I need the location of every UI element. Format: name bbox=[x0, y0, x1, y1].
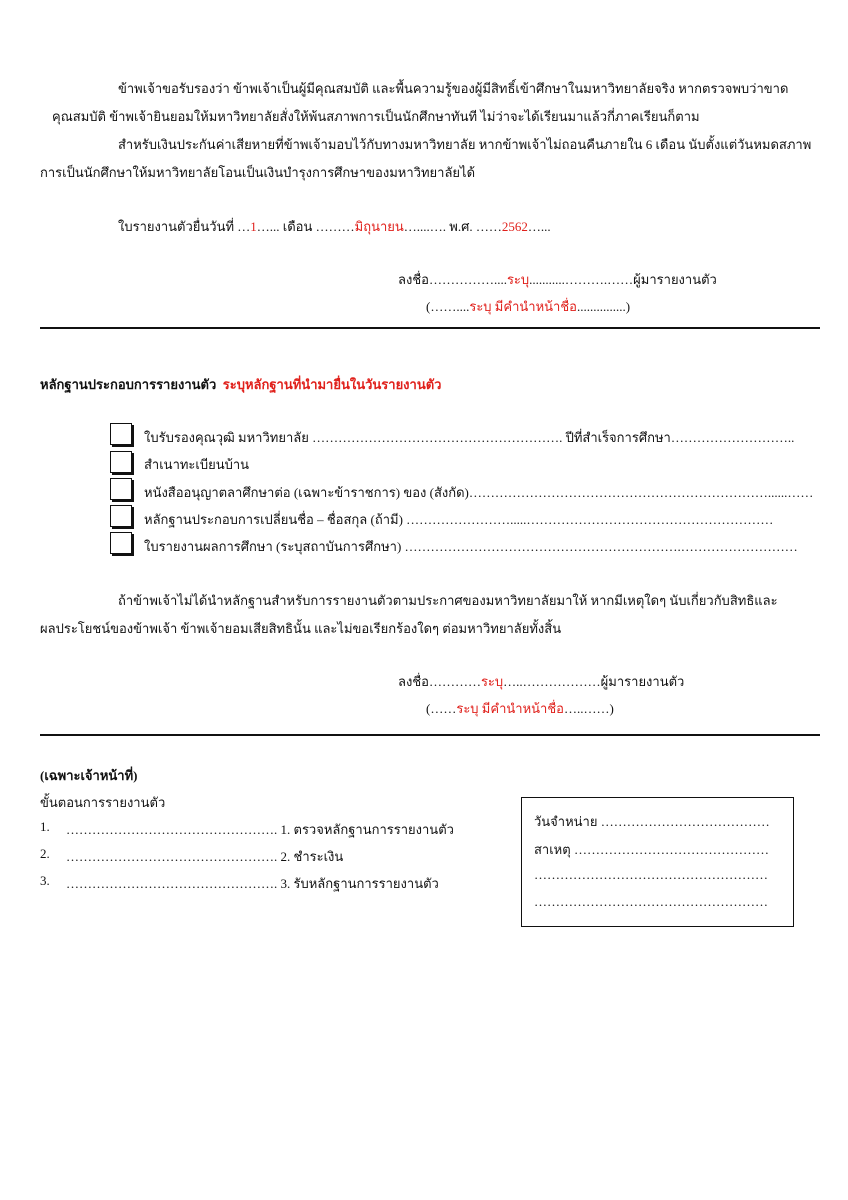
box-line-3: ……………………………………………… bbox=[534, 867, 768, 882]
waiver-line-2: ผลประโยชน์ของข้าพเจ้า ข้าพเจ้ายอมเสียสิทธินั้น และไม่ขอเรียกร้องใดๆ ต่อมหาวิทยาลัยทั้งสิ้น bbox=[40, 621, 562, 636]
checkbox-transcript[interactable] bbox=[110, 532, 132, 554]
signature-1-paren-close: ...............) bbox=[576, 299, 631, 314]
signature-1-name[interactable]: ระบุ bbox=[506, 272, 530, 287]
signature-1-paren-open: (…….... bbox=[426, 299, 470, 314]
step-1-text: …………………………………………. 1. ตรวจหลักฐานการรายงานตัว bbox=[66, 822, 454, 837]
signature-2-line bbox=[398, 671, 684, 692]
checkbox-degree-certificate[interactable] bbox=[110, 423, 132, 445]
waiver-line-1: ถ้าข้าพเจ้าไม่ได้นำหลักฐานสำหรับการรายงานตัวตามประกาศของมหาวิทยาลัยมาให้ หากมีเหตุใดๆ นับเกี่ยวกับสิทธิและ bbox=[118, 593, 778, 608]
step-2-text: …………………………………………. 2. ชำระเงิน bbox=[66, 849, 344, 864]
evidence-heading: หลักฐานประกอบการรายงานตัว bbox=[40, 377, 217, 392]
date-mid-2: …....…. พ.ศ. …… bbox=[403, 219, 502, 234]
evidence-item-name-change: หลักฐานประกอบการเปลี่ยนชื่อ – ชื่อสกุล (ถ้ามี) …………………….....………………………………………………… bbox=[144, 512, 774, 527]
certification-line-3: สำหรับเงินประกันค่าเสียหายที่ข้าพเจ้ามอบไว้กับทางมหาวิทยาลัย หากข้าพเจ้าไม่ถอนคืนภายใน 6 เดือน นับตั้งแต่วันหมดสภาพ bbox=[118, 137, 812, 152]
step-2-number: 2. bbox=[40, 846, 50, 861]
signature-2-paren-close: …..……) bbox=[563, 701, 614, 716]
checkbox-study-leave[interactable] bbox=[110, 478, 132, 500]
date-mid-1: …... เดือน ……… bbox=[256, 219, 355, 234]
date-prefix: ใบรายงานตัวยื่นวันที่ … bbox=[118, 219, 251, 234]
signature-2-title[interactable]: ระบุ มีคำนำหน้าชื่อ bbox=[456, 701, 564, 716]
signature-1-line bbox=[398, 269, 717, 290]
signature-2-fullname bbox=[426, 698, 614, 719]
officer-heading: (เฉพาะเจ้าหน้าที่) bbox=[40, 768, 138, 783]
divider-1 bbox=[40, 327, 820, 329]
signature-2-paren-open: (…… bbox=[426, 701, 457, 716]
evidence-item-study-leave: หนังสืออนุญาตลาศึกษาต่อ (เฉพาะข้าราชการ) ของ (สังกัด)……………………………………………………………......…… bbox=[144, 485, 814, 500]
certification-line-2: คุณสมบัติ ข้าพเจ้ายินยอมให้มหาวิทยาลัยสั่งให้พ้นสภาพการเป็นนักศึกษาทันที ไม่ว่าจะได้เรียนมาแล้วกี่ภาคเรียนก็ตาม bbox=[52, 109, 700, 124]
signature-2-suffix: …..………………ผู้มารายงานตัว bbox=[503, 674, 685, 689]
step-3-number: 3. bbox=[40, 873, 50, 888]
evidence-item-degree-certificate: ใบรับรองคุณวุฒิ มหาวิทยาลัย …………………………………………………. ปีที่สำเร็จการศึกษา……………………….. bbox=[144, 430, 795, 445]
steps-title: ขั้นตอนการรายงานตัว bbox=[40, 795, 166, 810]
signature-1-title[interactable]: ระบุ มีคำนำหน้าชื่อ bbox=[469, 299, 577, 314]
date-suffix: …... bbox=[527, 219, 551, 234]
evidence-item-house-registration: สำเนาทะเบียนบ้าน bbox=[144, 457, 250, 472]
certification-line-4: การเป็นนักศึกษาให้มหาวิทยาลัยโอนเป็นเงินบำรุงการศึกษาของมหาวิทยาลัยได้ bbox=[40, 165, 476, 180]
signature-1-suffix: ...........……….……ผู้มารายงานตัว bbox=[529, 272, 717, 287]
signature-2-name[interactable]: ระบุ bbox=[480, 674, 504, 689]
box-disposal-date: วันจำหน่าย ………………………………… bbox=[534, 814, 770, 829]
checkbox-name-change[interactable] bbox=[110, 505, 132, 527]
date-year[interactable]: 2562 bbox=[501, 219, 528, 234]
evidence-item-transcript: ใบรายงานผลการศึกษา (ระบุสถาบันการศึกษา) ……………………………………………………….……………………… bbox=[144, 539, 798, 554]
divider-2 bbox=[40, 734, 820, 736]
signature-1-prefix: ลงชื่อ…………….... bbox=[398, 272, 507, 287]
evidence-heading-line bbox=[40, 374, 441, 395]
step-3-text: …………………………………………. 3. รับหลักฐานการรายงานตัว bbox=[66, 876, 439, 891]
box-reason: สาเหตุ ……………………………………… bbox=[534, 842, 769, 857]
signature-1-fullname bbox=[426, 296, 630, 317]
signature-2-prefix: ลงชื่อ………… bbox=[398, 674, 481, 689]
evidence-hint: ระบุหลักฐานที่นำมายื่นในวันรายงานตัว bbox=[222, 377, 442, 392]
certification-line-1: ข้าพเจ้าขอรับรองว่า ข้าพเจ้าเป็นผู้มีคุณสมบัติ และพื้นความรู้ของผู้มีสิทธิ์เข้าศึกษาในมหาวิทยาลัยจริง หากตรวจพบว่าขาด bbox=[118, 81, 789, 96]
submission-date bbox=[118, 216, 551, 237]
checkbox-house-registration[interactable] bbox=[110, 451, 132, 473]
date-month[interactable]: มิถุนายน bbox=[354, 219, 404, 234]
date-day[interactable]: 1 bbox=[250, 219, 257, 234]
step-1-number: 1. bbox=[40, 819, 50, 834]
box-line-4: ……………………………………………… bbox=[534, 894, 768, 909]
